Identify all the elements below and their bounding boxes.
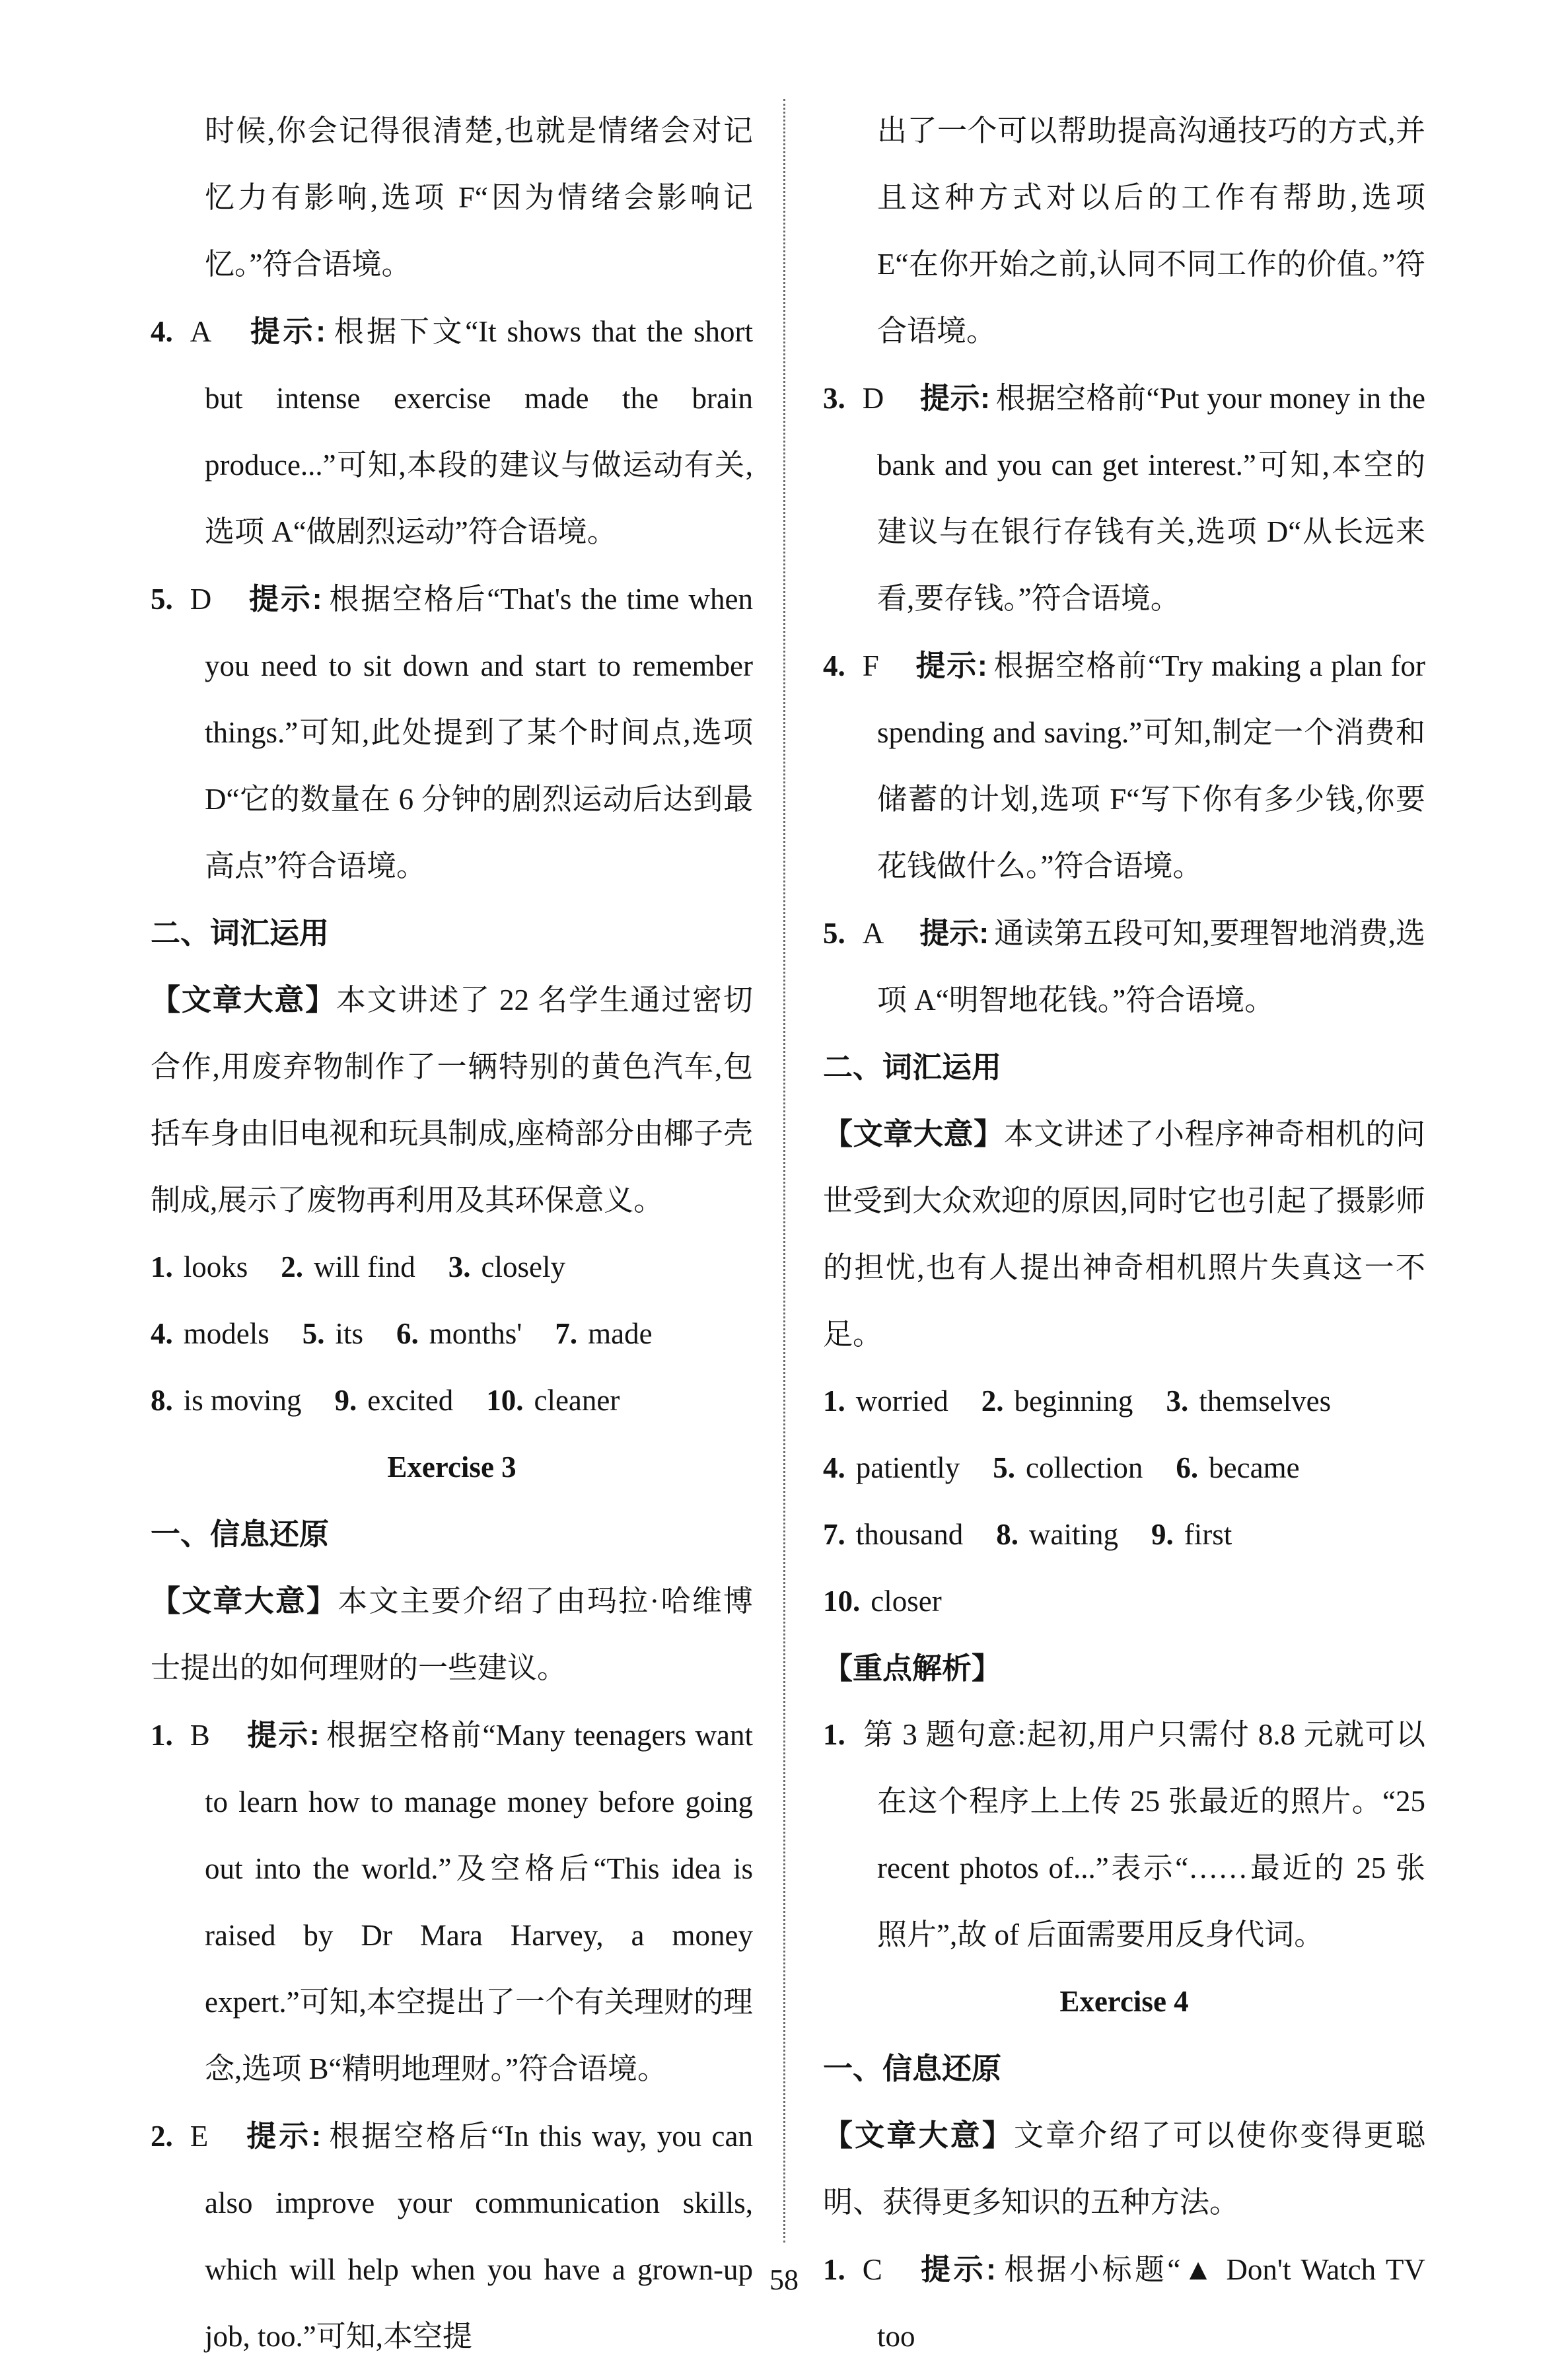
page-number: 58 — [769, 2264, 799, 2296]
answer-pair — [151, 1317, 269, 1350]
answer-pair — [1151, 1518, 1232, 1551]
answer-number: 9. — [1151, 1518, 1174, 1551]
section-heading — [151, 900, 753, 966]
answer-pair — [823, 1384, 948, 1418]
answer-item — [151, 1702, 753, 2102]
answer-word: worried — [855, 1384, 948, 1418]
answer-item — [823, 632, 1425, 900]
answer-word: waiting — [1029, 1518, 1118, 1551]
answer-number: 2. — [981, 1384, 1004, 1418]
item-answer-letter: B — [190, 1719, 210, 1752]
answer-item — [823, 2236, 1425, 2370]
answer-number: 1. — [151, 1250, 173, 1283]
answer-word: its — [335, 1317, 364, 1350]
tip-label: 提示: — [244, 2119, 322, 2153]
section-heading — [151, 1501, 753, 1567]
answer-word: became — [1209, 1451, 1300, 1484]
answer-pair — [823, 1451, 960, 1484]
item-explanation: 根据空格前“Many teenagers want to learn how to manage money before going out into the world.”及空格后“This idea is raised by Dr Mara Harvey, a money expert.”可知,本空提出了一个有关理财的理念,选项 B“精明地理财。”符合语境。 — [205, 1719, 753, 2085]
item-answer-letter: D — [190, 583, 212, 616]
right-column — [823, 98, 1425, 2370]
answer-word: thousand — [855, 1518, 964, 1551]
answer-pair — [396, 1317, 522, 1350]
answer-word: excited — [367, 1384, 454, 1417]
item-explanation: 根据小标题“▲ Don't Watch TV too — [877, 2253, 1425, 2353]
item-number: 1. — [151, 1719, 173, 1752]
answer-number: 8. — [151, 1384, 173, 1417]
heading-text: 二、词汇运用 — [823, 1050, 1002, 1084]
answer-word: is moving — [183, 1384, 302, 1417]
answer-item — [823, 365, 1425, 632]
answer-item — [823, 900, 1425, 1034]
answers-line — [823, 1435, 1425, 1501]
left-column — [151, 98, 753, 2370]
item-number: 2. — [151, 2120, 173, 2153]
answers-line — [151, 1301, 753, 1367]
tip-label: 提示: — [919, 381, 991, 415]
answer-pair — [996, 1518, 1118, 1551]
exercise-title-text: Exercise 4 — [1059, 1985, 1189, 2018]
item-answer-letter: D — [862, 382, 884, 415]
answer-pair — [823, 1518, 963, 1551]
answer-pair — [448, 1250, 565, 1283]
item-answer-letter: F — [862, 649, 879, 682]
section-heading — [823, 2035, 1425, 2102]
answer-word: patiently — [855, 1451, 960, 1484]
answer-pair — [993, 1451, 1143, 1484]
item-answer-letter: E — [190, 2120, 209, 2153]
answer-number: 3. — [448, 1250, 471, 1283]
answer-word: closer — [871, 1585, 942, 1618]
answer-number: 4. — [151, 1317, 173, 1350]
answer-pair — [303, 1317, 363, 1350]
answer-item — [151, 298, 753, 565]
answer-number: 10. — [823, 1585, 861, 1618]
answer-number: 6. — [1176, 1451, 1199, 1484]
item-answer-letter: A — [862, 917, 884, 950]
answer-pair — [486, 1384, 620, 1417]
heading-text: 一、信息还原 — [151, 1517, 330, 1551]
answer-item — [151, 565, 753, 900]
answer-number: 6. — [396, 1317, 419, 1350]
answer-item — [151, 2102, 753, 2370]
answer-word: months' — [429, 1317, 522, 1350]
answer-pair — [151, 1250, 248, 1283]
answer-number: 5. — [302, 1317, 325, 1350]
section-heading — [823, 1034, 1425, 1100]
answer-word: first — [1184, 1518, 1232, 1551]
section-heading — [823, 1635, 1425, 1702]
paragraph-text: 出了一个可以帮助提高沟通技巧的方式,并且这种方式对以后的工作有帮助,选项 E“在你开始之前,认同不同工作的价值。”符合语境。 — [877, 114, 1425, 347]
answer-word: cleaner — [534, 1384, 620, 1417]
answer-word: looks — [183, 1250, 248, 1283]
item-explanation: 根据空格前“Put your money in the bank and you can get interest.”可知,本空的建议与在银行存钱有关,选项 D“从长远来看,要存钱。”符合语境。 — [877, 382, 1425, 615]
answer-word: themselves — [1199, 1384, 1332, 1418]
item-number: 1. — [823, 2253, 845, 2286]
paragraph-text: 时候,你会记得很清楚,也就是情绪会对记忆力有影响,选项 F“因为情绪会影响记忆。”符合语境。 — [205, 114, 753, 281]
item-number: 5. — [823, 917, 845, 950]
answer-word: beginning — [1014, 1384, 1133, 1418]
summary-text: 本文讲述了小程序神奇相机的问世受到大众欢迎的原因,同时它也引起了摄影师的担忧,也有人提出神奇相机照片失真这一不足。 — [823, 1118, 1425, 1351]
answers-line — [823, 1368, 1425, 1435]
summary-label: 【文章大意】 — [151, 983, 336, 1017]
answer-word: made — [588, 1317, 653, 1350]
answer-word: will find — [314, 1250, 415, 1283]
answers-line — [823, 1501, 1425, 1568]
answer-number: 4. — [823, 1451, 845, 1484]
heading-text: 一、信息还原 — [823, 2052, 1002, 2085]
answer-pair — [823, 1585, 942, 1618]
item-number: 3. — [823, 382, 845, 415]
exercise-title-text: Exercise 3 — [387, 1451, 517, 1484]
answer-word: closely — [481, 1250, 565, 1283]
answer-number: 10. — [486, 1384, 524, 1417]
item-explanation: 根据空格后“In this way, you can also improve your communication skills, which will help when you have a grown-up job, too.”可知,本空提 — [205, 2120, 753, 2353]
item-number: 5. — [151, 583, 173, 616]
item-explanation: 根据空格前“Try making a plan for spending and saving.”可知,制定一个消费和储蓄的计划,选项 F“写下你有多少钱,你要花钱做什么。”符合语境。 — [877, 649, 1425, 882]
answer-pair — [151, 1384, 302, 1417]
answer-item — [823, 1702, 1425, 1968]
paragraph-continuation — [151, 98, 753, 298]
answer-number: 2. — [281, 1250, 304, 1283]
item-explanation: 通读第五段可知,要理智地消费,选项 A“明智地花钱。”符合语境。 — [877, 917, 1425, 1017]
tip-label: 提示: — [919, 916, 989, 950]
tip-label: 提示: — [917, 2252, 996, 2286]
passage-summary — [823, 1100, 1425, 1368]
summary-text: 文章介绍了可以使你变得更聪明、获得更多知识的五种方法。 — [823, 2119, 1425, 2219]
heading-text: 【重点解析】 — [823, 1651, 1002, 1685]
answer-number: 8. — [996, 1518, 1018, 1551]
summary-text: 本文主要介绍了由玛拉·哈维博士提出的如何理财的一些建议。 — [151, 1585, 753, 1684]
item-number: 1. — [823, 1718, 845, 1751]
summary-text: 本文讲述了 22 名学生通过密切合作,用废弃物制作了一辆特别的黄色汽车,包括车身由旧电视和玩具制成,座椅部分由椰子壳制成,展示了废物再利用及其环保意义。 — [151, 984, 753, 1217]
answer-pair — [335, 1384, 454, 1417]
passage-summary — [151, 1567, 753, 1702]
item-number: 4. — [151, 315, 173, 348]
exercise-title — [151, 1434, 753, 1501]
summary-label: 【文章大意】 — [823, 1117, 1004, 1151]
answer-pair — [1176, 1451, 1299, 1484]
answer-word: models — [183, 1317, 269, 1350]
heading-text: 二、词汇运用 — [151, 916, 330, 950]
answer-number: 3. — [1166, 1384, 1189, 1418]
item-explanation: 根据空格后“That's the time when you need to sit down and start to remember things.”可知,此处提到了某个时间点,选项 D“它的数量在 6 分钟的剧烈运动后达到最高点”符合语境。 — [205, 583, 753, 882]
answer-pair — [1166, 1384, 1331, 1418]
item-number: 4. — [823, 649, 845, 682]
answer-word: collection — [1025, 1451, 1143, 1484]
answer-pair — [981, 1384, 1133, 1418]
passage-summary — [151, 966, 753, 1234]
answer-number: 1. — [823, 1384, 845, 1418]
summary-label: 【文章大意】 — [151, 1584, 338, 1618]
tip-label: 提示: — [245, 1718, 320, 1752]
answer-number: 7. — [823, 1518, 845, 1551]
item-explanation: 第 3 题句意:起初,用户只需付 8.8 元就可以在这个程序上上传 25 张最近的照片。“25 recent photos of...”表示“……最近的 25 张照片”,故 of 后面需要用反身代词。 — [862, 1718, 1425, 1951]
item-answer-letter: C — [862, 2253, 882, 2286]
tip-label: 提示: — [247, 582, 322, 616]
paragraph-continuation — [823, 98, 1425, 365]
tip-label: 提示: — [914, 649, 987, 682]
answers-line — [151, 1367, 753, 1434]
item-explanation: 根据下文“It shows that the short but intense exercise made the brain produce...”可知,本段的建议与做运动有关,选项 A“做剧烈运动”符合语境。 — [205, 315, 753, 548]
passage-summary — [823, 2102, 1425, 2236]
tip-label: 提示: — [247, 314, 326, 348]
answer-number: 5. — [993, 1451, 1015, 1484]
answers-line — [823, 1568, 1425, 1635]
answers-line — [151, 1234, 753, 1301]
answer-number: 9. — [334, 1384, 357, 1417]
summary-label: 【文章大意】 — [823, 2118, 1014, 2152]
answer-pair — [281, 1250, 415, 1283]
item-answer-letter: A — [190, 315, 212, 348]
answer-pair — [555, 1317, 652, 1350]
column-divider — [783, 99, 785, 2243]
answer-number: 7. — [555, 1317, 578, 1350]
exercise-title — [823, 1968, 1425, 2035]
